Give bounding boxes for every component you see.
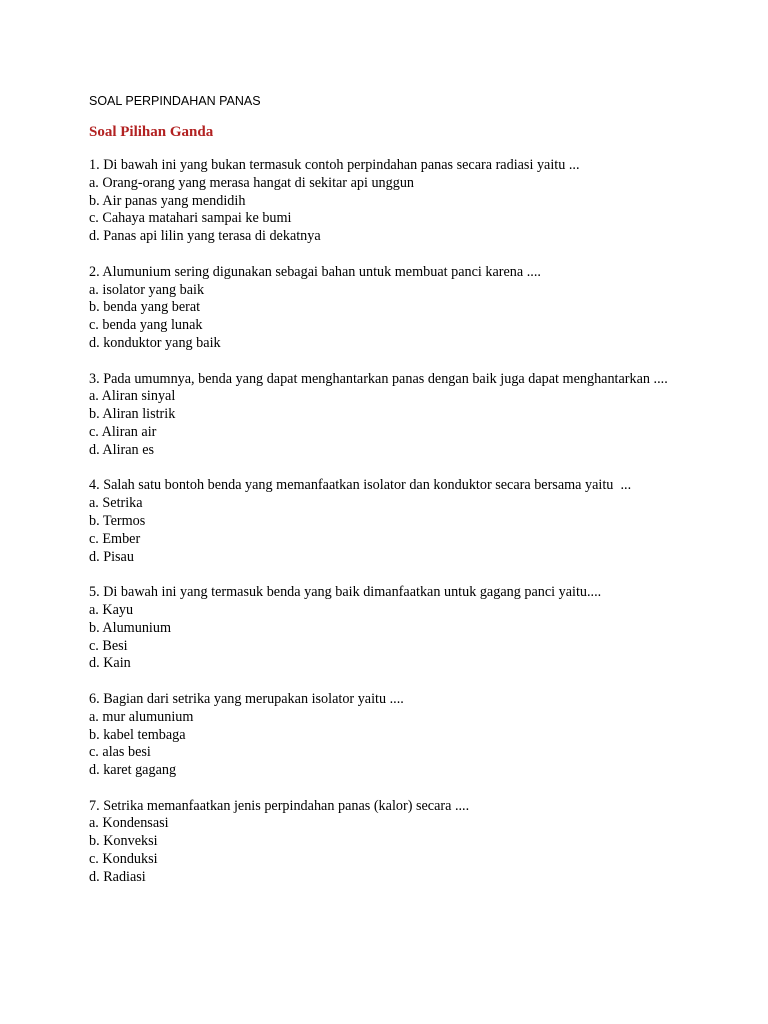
answer-option: d. Aliran es [89,441,155,458]
document-title: SOAL PERPINDAHAN PANAS [89,94,261,108]
question-5 [89,584,749,673]
answer-option: a. Orang-orang yang merasa hangat di sekitar api unggun [89,174,415,191]
answer-option: a. Setrika [89,495,143,512]
answer-option: a. Aliran sinyal [89,388,176,405]
answer-option: c. Aliran air [89,423,157,440]
answer-option: c. Cahaya matahari sampai ke bumi [89,210,292,227]
question-1 [89,157,749,246]
question-4 [89,477,749,566]
question-text: 1. Di bawah ini yang bukan termasuk contoh perpindahan panas secara radiasi yaitu ... [89,157,580,173]
answer-option: c. alas besi [89,744,151,761]
document-page [89,93,749,904]
answer-option: d. konduktor yang baik [89,334,221,351]
answer-option: a. Kayu [89,601,134,618]
section-title: Soal Pilihan Ganda [89,124,214,140]
answer-option: b. Konveksi [89,833,158,850]
answer-option: b. Air panas yang mendidih [89,192,246,209]
answer-option: d. karet gagang [89,762,177,779]
answer-option: b. Aliran listrik [89,406,176,423]
answer-option: c. Ember [89,530,141,547]
answer-option: d. Kain [89,655,131,672]
answer-option: d. Pisau [89,548,134,565]
question-text: 6. Bagian dari setrika yang merupakan isolator yaitu .... [89,690,404,707]
answer-option: c. Konduksi [89,851,158,868]
answer-option: a. isolator yang baik [89,281,205,298]
question-text: 5. Di bawah ini yang termasuk benda yang baik dimanfaatkan untuk gagang panci yaitu.... [89,584,602,601]
question-3 [89,371,749,460]
question-text: 3. Pada umumnya, benda yang dapat menghantarkan panas dengan baik juga dapat menghantarkan .... [89,370,668,387]
answer-option: a. Kondensasi [89,815,169,832]
question-text: 4. Salah satu bontoh benda yang memanfaatkan isolator dan konduktor secara bersama yaitu ... [89,477,632,494]
answer-option: a. mur alumunium [89,708,194,725]
answer-option: d. Panas api lilin yang terasa di dekatnya [89,228,321,245]
answer-option: c. Besi [89,637,128,654]
answer-option: b. benda yang berat [89,299,201,316]
question-text: 2. Alumunium sering digunakan sebagai bahan untuk membuat panci karena .... [89,263,541,280]
question-2 [89,264,749,353]
answer-option: b. Termos [89,512,146,529]
answer-option: b. Alumunium [89,619,171,636]
question-list [89,157,749,887]
question-7 [89,798,749,887]
answer-option: b. kabel tembaga [89,726,186,743]
answer-option: c. benda yang lunak [89,317,203,334]
question-text: 7. Setrika memanfaatkan jenis perpindahan panas (kalor) secara .... [89,797,470,814]
answer-option: d. Radiasi [89,868,146,885]
question-6 [89,691,749,780]
